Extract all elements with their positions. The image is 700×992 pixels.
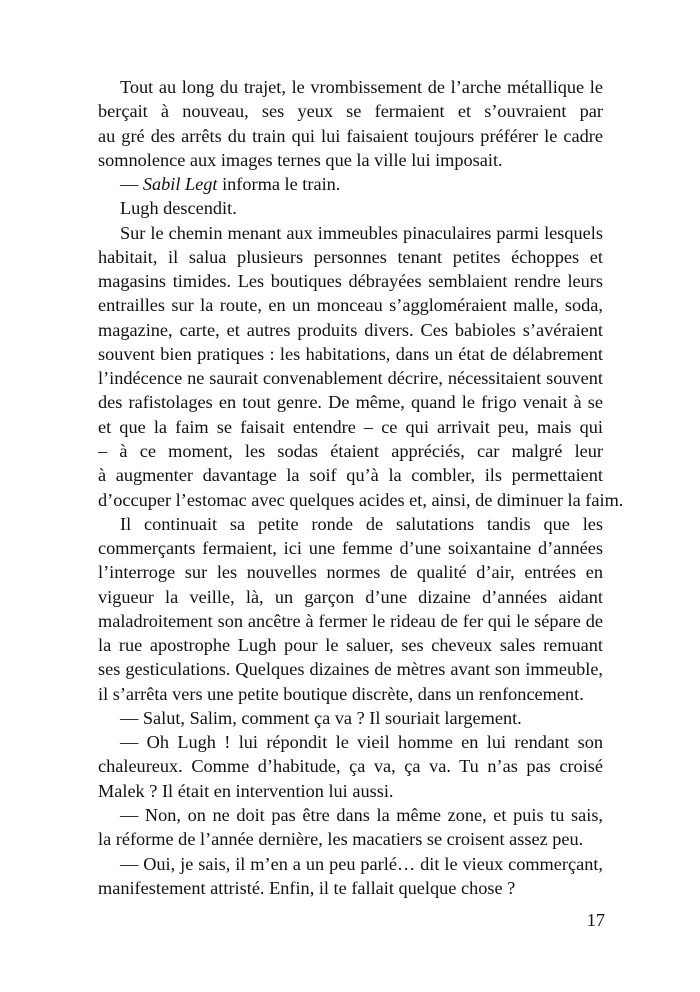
text-line: manifestement attristé. Enfin, il te fallait quelque chose ? xyxy=(98,877,516,898)
text-line: commerçants fermaient, ici une femme d’une soixantaine d’années xyxy=(98,538,603,559)
text-line: magazine, carte, et autres produits divers. Ces babioles s’avéraient xyxy=(98,319,603,340)
text-line: Il continuait sa petite ronde de salutations tandis que les xyxy=(120,513,603,534)
text-line: Tout au long du trajet, le vrombissement de l’arche métallique le xyxy=(120,77,603,97)
text-line: habitait, il salua plusieurs personnes tenant petites échoppes et xyxy=(98,246,603,267)
text-line: Malek ? Il était en intervention lui aussi. xyxy=(98,780,394,801)
paragraph xyxy=(98,196,603,220)
text-line: entrailles sur la route, en un monceau s’aggloméraient malle, soda, xyxy=(98,295,603,316)
text-line: la rue apostrophe Lugh pour le saluer, ses cheveux sales remuant xyxy=(98,635,603,656)
paragraph xyxy=(98,706,603,730)
text-line: la réforme de l’année dernière, les macatiers se croisent assez peu. xyxy=(98,829,584,850)
text-line: l’indécence ne saurait convenablement décrire, nécessitaient souvent xyxy=(98,368,603,389)
paragraph xyxy=(98,75,603,172)
text-line: ses gesticulations. Quelques dizaines de mètres avant son immeuble, xyxy=(98,659,603,680)
text-line: au gré des arrêts du train qui lui faisaient toujours préférer le cadre xyxy=(98,125,603,146)
text-line: — Non, on ne doit pas être dans la même zone, et puis tu sais, xyxy=(120,804,603,825)
page-number: 17 xyxy=(586,910,605,930)
text-line: d’occuper l’estomac avec quelques acides et, ainsi, de diminuer la faim. xyxy=(98,489,624,510)
paragraph xyxy=(98,172,603,196)
paragraph xyxy=(98,803,603,852)
text-line: vigueur la veille, là, un garçon d’une dizaine d’années aidant xyxy=(98,586,603,607)
text-line: il s’arrêta vers une petite boutique discrète, dans un renfoncement. xyxy=(98,683,584,704)
page-body-text xyxy=(98,75,624,900)
italic-place-name: Sabil Legt xyxy=(142,174,218,195)
paragraph xyxy=(98,730,603,803)
text-line: et que la faim se faisait entendre – ce qui arrivait peu, mais qui xyxy=(98,416,603,437)
text-line: Sur le chemin menant aux immeubles pinaculaires parmi lesquels xyxy=(120,222,603,243)
text-line: maladroitement son ancêtre à fermer le rideau de fer qui le sépare de xyxy=(98,610,603,631)
text-line: souvent bien pratiques : les habitations, dans un état de délabrement xyxy=(98,343,603,364)
paragraph xyxy=(98,221,624,512)
paragraph xyxy=(98,852,603,901)
text-line: Lugh descendit. xyxy=(120,198,237,219)
text-line: – à ce moment, les sodas étaient appréciés, car malgré leur xyxy=(98,440,603,461)
text-line: l’interroge sur les nouvelles normes de qualité d’air, entrées en xyxy=(98,562,603,583)
text-line: magasins timides. Les boutiques débrayées semblaient rendre leurs xyxy=(98,271,603,292)
text-line: — Oh Lugh ! lui répondit le vieil homme en lui rendant son xyxy=(120,732,603,753)
text-line: berçait à nouveau, ses yeux se fermaient et s’ouvraient par xyxy=(98,101,603,122)
text-span: — xyxy=(120,174,143,195)
text-line: — Oui, je sais, il m’en a un peu parlé… dit le vieux commerçant, xyxy=(120,853,603,874)
text-line: à augmenter davantage la soif qu’à la combler, ils permettaient xyxy=(98,465,603,486)
text-line xyxy=(98,172,603,196)
text-line: des rafistolages en tout genre. De même, quand le frigo venait à se xyxy=(98,392,603,413)
text-span: informa le train. xyxy=(217,174,341,195)
paragraph xyxy=(98,512,603,706)
text-line: somnolence aux images ternes que la ville lui imposait. xyxy=(98,149,503,170)
text-line: chaleureux. Comme d’habitude, ça va, ça va. Tu n’as pas croisé xyxy=(98,756,603,777)
text-line: — Salut, Salim, comment ça va ? Il souriait largement. xyxy=(120,707,522,728)
